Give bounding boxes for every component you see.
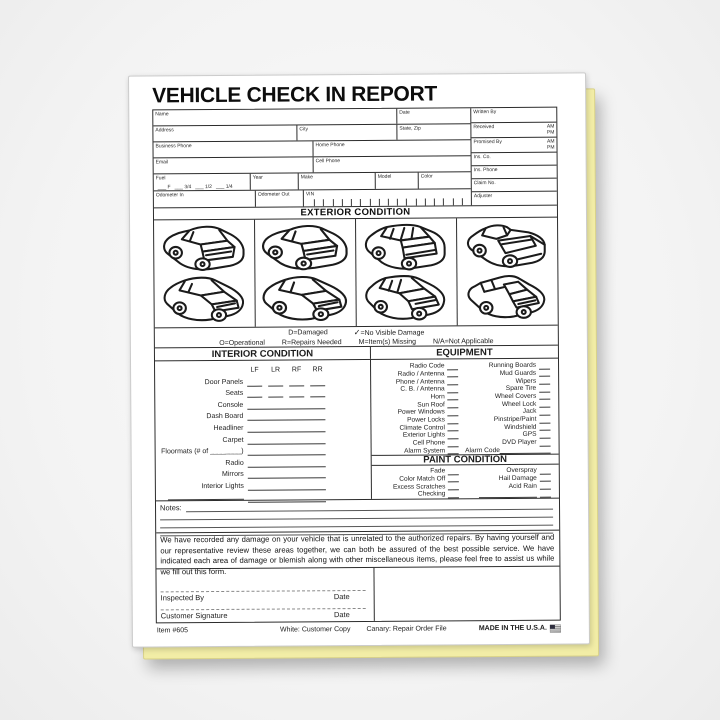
exterior-diagrams	[154, 217, 558, 328]
fill-in-line	[540, 473, 551, 474]
equipment-item: C. B. / Antenna	[373, 385, 459, 393]
equipment-item: Power Windows	[373, 408, 459, 416]
car-column-sedan	[154, 220, 256, 328]
minivan-front-illustration	[359, 273, 453, 324]
notes-line	[160, 525, 553, 529]
fill-in-line	[539, 430, 550, 431]
field-city: City	[297, 125, 397, 141]
field-received: Received AM PM	[471, 123, 556, 139]
stamp-box	[373, 567, 559, 621]
alarm-code-row: Alarm Code	[465, 446, 551, 454]
equipment-item: Jack	[465, 408, 551, 416]
paint-condition-section	[372, 465, 559, 499]
car-column-pickup	[457, 218, 558, 326]
field-adjuster: Adjuster	[473, 193, 493, 200]
fill-in-line	[539, 407, 550, 408]
fill-in-line	[448, 482, 459, 483]
field-odometer-out: Odometer Out	[256, 190, 304, 206]
equipment-item: Radio / Antenna	[373, 370, 459, 378]
condition-legend	[155, 325, 558, 348]
interior-row: Floormats (# of ________)	[156, 443, 371, 456]
fill-in-line	[540, 481, 551, 482]
interior-row-blank	[156, 490, 371, 503]
equipment-item: Pinstripe/Paint	[465, 415, 551, 423]
car-column-minivan	[356, 218, 458, 326]
field-fuel: Fuel ___ F ___ 3/4 ___ 1/2 ___ 1/4	[154, 174, 251, 191]
fill-in-line	[448, 474, 459, 475]
signature-area	[156, 568, 373, 623]
us-flag-icon	[550, 625, 561, 633]
paint-left-column	[374, 467, 460, 499]
interior-row: Mirrors	[156, 467, 371, 480]
field-email: Email	[154, 157, 314, 173]
section-equipment-header: EQUIPMENT	[436, 346, 493, 358]
fill-in-line	[448, 369, 459, 370]
field-state-zip: State, Zip	[399, 125, 421, 132]
fill-in-line	[448, 384, 459, 385]
paint-item: Hail Damage	[465, 474, 551, 482]
legend-operational: O=Operational	[219, 339, 265, 347]
fill-in-line	[540, 489, 551, 490]
equipment-item: DVD Player	[465, 439, 551, 447]
paint-item: Acid Rain	[465, 482, 551, 490]
notes-line	[160, 517, 553, 521]
interior-row: Radio	[156, 455, 371, 468]
notes-section: Notes:	[156, 498, 559, 533]
fill-in-line	[539, 414, 550, 415]
fill-in-line	[479, 497, 537, 498]
field-ins-co: Ins. Co.	[472, 153, 557, 167]
fill-in-line	[448, 446, 459, 447]
field-written-by: Written By	[471, 108, 556, 124]
paint-right-column	[465, 467, 551, 499]
disclaimer-section	[156, 530, 559, 577]
interior-row-seats: Seats	[155, 386, 370, 399]
fill-in-line	[448, 497, 459, 498]
field-cell-phone: Cell Phone	[315, 158, 341, 165]
fill-in-line	[448, 489, 459, 490]
equipment-item: Windshield	[465, 423, 551, 431]
equipment-item: Climate Control	[373, 424, 459, 432]
equipment-item: Radio Code	[373, 362, 459, 370]
interior-row-door-panels: Door Panels	[155, 374, 370, 387]
fill-in-line	[448, 392, 459, 393]
fill-in-line	[448, 423, 459, 424]
field-odometer-in: Odometer In	[154, 191, 256, 208]
section-paint-header: PAINT CONDITION	[372, 454, 559, 466]
paint-item: Excess Scratches	[374, 483, 460, 491]
legend-damaged: D=Damaged	[288, 329, 328, 337]
equipment-item: Phone / Antenna	[373, 378, 459, 386]
fill-in-line	[539, 376, 550, 377]
pickup-front-illustration	[460, 272, 554, 323]
coupe-front-illustration	[256, 273, 356, 325]
equipment-item: Sun Roof	[373, 401, 459, 409]
field-color: Color	[420, 173, 433, 180]
interior-row: Interior Lights	[156, 478, 371, 491]
fill-in-line	[539, 384, 550, 385]
section-interior-header: INTERIOR CONDITION	[155, 347, 371, 361]
equipment-left-column	[373, 362, 459, 455]
equipment-item: Power Locks	[373, 416, 459, 424]
field-claim-no: Claim No.	[472, 179, 557, 193]
coupe-rear-illustration	[255, 221, 355, 273]
notes-line	[186, 509, 553, 513]
equipment-item: Exterior Lights	[373, 431, 459, 439]
equipment-item: Spare Tire	[465, 385, 551, 393]
inspected-by-group	[161, 590, 366, 602]
sedan-rear-illustration	[157, 222, 251, 273]
field-business-phone: Business Phone	[153, 141, 313, 157]
fill-in-line	[539, 422, 550, 423]
date-label: Date	[333, 610, 350, 620]
customer-signature-group	[161, 608, 366, 620]
equipment-item: Wheel Lock	[465, 400, 551, 408]
legend-items-missing: M=Item(s) Missing	[358, 338, 417, 347]
minivan-rear-illustration	[359, 221, 453, 272]
fill-in-line	[540, 438, 551, 439]
fill-in-line	[168, 498, 244, 500]
canary-copy-label: Canary: Repair Order File	[366, 625, 447, 633]
field-ins-phone: Ins. Phone	[472, 166, 557, 180]
inspected-by-label: Inspected By	[160, 593, 205, 603]
vin-character-boxes	[306, 198, 471, 206]
legend-no-visible-damage: ✓=No Visible Damage	[353, 327, 425, 338]
fill-in-line	[448, 407, 459, 408]
equipment-item: Wipers	[465, 377, 551, 385]
paint-row-blank	[465, 490, 551, 498]
field-model: Model	[376, 173, 419, 189]
field-vin: VIN	[304, 189, 471, 206]
equipment-item: Alarm System	[374, 447, 460, 455]
paint-item: Overspray	[465, 467, 551, 475]
equipment-item: Cell Phone	[373, 439, 459, 447]
field-make: Make	[299, 173, 376, 190]
field-home-phone: Home Phone	[315, 142, 345, 149]
equipment-right-column	[464, 362, 550, 455]
field-year: Year	[251, 173, 299, 189]
item-number: Item #605	[156, 627, 189, 635]
sedan-front-illustration	[157, 274, 251, 325]
fill-in-line	[448, 430, 459, 431]
section-exterior-header: EXTERIOR CONDITION	[154, 205, 557, 220]
car-column-coupe	[255, 219, 357, 327]
paint-item: Color Match Off	[374, 475, 460, 483]
paint-item: Fade	[374, 467, 460, 475]
interior-condition-section: LF LR RF RR Door Panels Seats Console Dash Board Headliner Carpet Floormats (# of ________) Radio Mirrors Interior Lights	[155, 360, 372, 501]
fill-in-line	[448, 400, 459, 401]
date-label: Date	[333, 592, 350, 602]
paint-item: Checking	[374, 490, 460, 498]
form-footer	[156, 623, 561, 638]
equipment-item: Horn	[373, 393, 459, 401]
customer-signature-label: Customer Signature	[160, 610, 228, 621]
made-in-usa-label: MADE IN THE U.S.A.	[478, 624, 547, 633]
disclaimer-text: We have recorded any damage on your vehicle that is unrelated to the authorized repairs. By having yourself and our representative review these areas together, we can both be assured of the best possible service. We have indicated each area of damage or blemish along with other miscellaneous items, please feel free to assist us while we fill out this form.	[160, 532, 555, 577]
equipment-section	[371, 359, 559, 455]
field-name: Name	[153, 109, 397, 126]
form-table	[152, 107, 561, 624]
interior-row: Console	[155, 397, 370, 410]
field-date: Date	[399, 109, 410, 116]
equipment-item: Wheel Covers	[465, 392, 551, 400]
equipment-item: GPS	[465, 431, 551, 439]
interior-row: Headliner	[155, 420, 370, 433]
interior-row: Carpet	[156, 432, 371, 445]
field-promised-by: Promised By AM PM	[471, 138, 556, 154]
equipment-item: Running Boards	[464, 362, 550, 370]
equipment-item: Mud Guards	[465, 369, 551, 377]
white-copy-label: White: Customer Copy	[279, 626, 351, 634]
fill-in-line	[539, 399, 550, 400]
legend-not-applicable: N/A=Not Applicable	[433, 338, 494, 346]
legend-repairs-needed: R=Repairs Needed	[281, 339, 342, 347]
fill-in-line	[540, 496, 551, 497]
form-sheet-stack	[128, 72, 590, 647]
page-title: VEHICLE CHECK IN REPORT	[152, 82, 438, 108]
vehicle-check-in-form	[128, 72, 590, 647]
interior-row: Dash Board	[155, 409, 370, 422]
fill-in-line	[448, 415, 459, 416]
fill-in-line	[540, 445, 551, 446]
pickup-rear-illustration	[460, 220, 554, 271]
fill-in-line	[539, 391, 550, 392]
fuel-scale: ___ F ___ 3/4 ___ 1/2 ___ 1/4	[157, 183, 233, 191]
fill-in-line	[539, 368, 550, 369]
header-fields	[153, 108, 557, 208]
checkmark-icon: ✓	[353, 327, 361, 338]
fill-in-line	[448, 377, 459, 378]
field-address: Address	[153, 125, 297, 141]
fill-in-line	[448, 438, 459, 439]
